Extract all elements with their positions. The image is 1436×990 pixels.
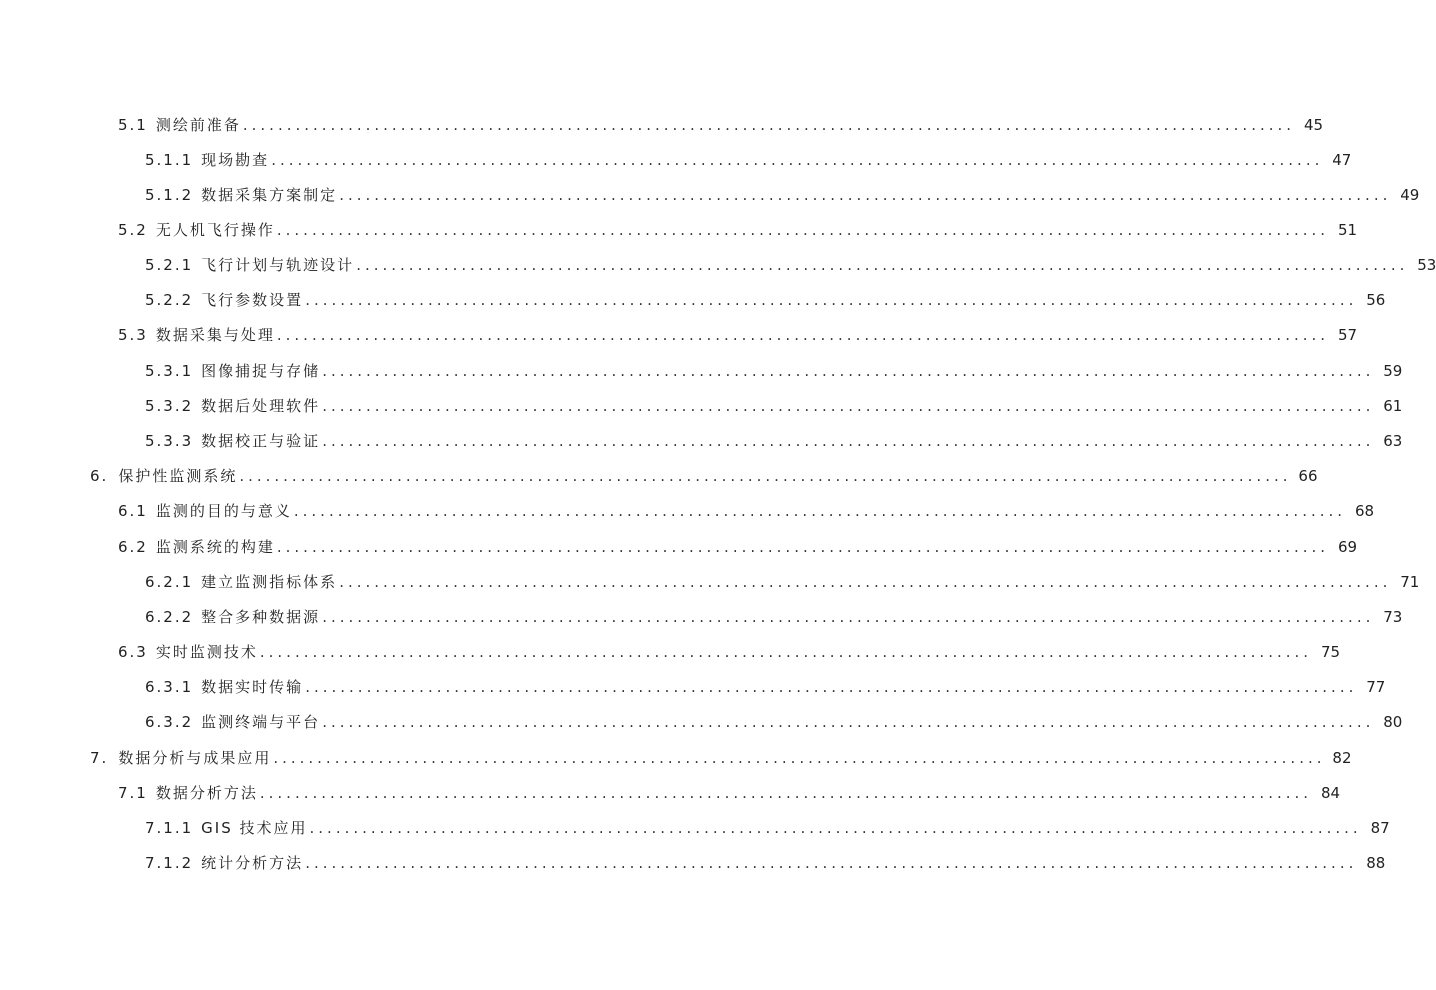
- toc-dot-leader: ........................................................................................................................: [239, 467, 1292, 485]
- toc-entry-number: 6.: [90, 467, 109, 485]
- toc-dot-leader: ........................................................................................................................: [339, 186, 1392, 204]
- toc-entry-number: 7.1.2: [145, 854, 194, 872]
- toc-entry[interactable]: [0, 816, 1390, 840]
- toc-dot-leader: ........................................................................................................................: [322, 397, 1375, 415]
- toc-entry-number: 5.2.1: [145, 256, 194, 274]
- toc-dot-leader: ........................................................................................................................: [322, 432, 1375, 450]
- toc-entry-title: 数据校正与验证: [201, 432, 321, 450]
- toc-entry-page: 49: [1400, 186, 1420, 204]
- toc-entry-page: 57: [1337, 326, 1358, 344]
- toc-entry-title: 数据采集与处理: [155, 326, 275, 344]
- toc-entry-title: 数据采集方案制定: [201, 186, 338, 204]
- toc-entry-title: 数据分析方法: [155, 784, 258, 802]
- toc-entry-title: 建立监测指标体系: [201, 573, 338, 591]
- toc-entry-number: 6.1: [118, 502, 148, 520]
- toc-entry-number: 5.3.3: [145, 432, 194, 450]
- toc-entry[interactable]: [0, 675, 1386, 699]
- toc-entry[interactable]: [0, 394, 1403, 418]
- toc-entry[interactable]: [0, 851, 1386, 875]
- toc-entry-number: 5.1.2: [145, 186, 194, 204]
- toc-entry-title: 监测的目的与意义: [155, 502, 292, 520]
- toc-entry-page: 56: [1366, 291, 1386, 309]
- toc-entry-number: 6.3.2: [145, 713, 194, 731]
- toc-entry-number: 5.1.1: [145, 151, 194, 169]
- toc-entry-page: 73: [1383, 608, 1403, 626]
- toc-entry-page: 59: [1383, 362, 1403, 380]
- toc-entry-number: 5.2.2: [145, 291, 194, 309]
- toc-dot-leader: ........................................................................................................................: [259, 784, 1313, 802]
- toc-dot-leader: ........................................................................................................................: [273, 749, 1326, 767]
- toc-entry-title: 无人机飞行操作: [155, 221, 275, 239]
- toc-entry[interactable]: [0, 710, 1403, 734]
- toc-entry[interactable]: [0, 429, 1403, 453]
- toc-entry-title: 飞行计划与轨迹设计: [201, 256, 355, 274]
- toc-entry[interactable]: [0, 535, 1358, 559]
- toc-entry-page: 61: [1383, 397, 1403, 415]
- toc-entry-number: 6.2: [118, 538, 148, 556]
- toc-dot-leader: ........................................................................................................................: [305, 291, 1358, 309]
- toc-entry[interactable]: [0, 746, 1352, 770]
- toc-dot-leader: ........................................................................................................................: [322, 713, 1375, 731]
- toc-entry-page: 45: [1303, 116, 1324, 134]
- toc-entry-page: 88: [1366, 854, 1386, 872]
- toc-entry-title: 现场勘查: [201, 151, 270, 169]
- toc-entry[interactable]: [0, 113, 1324, 137]
- toc-entry[interactable]: [0, 605, 1403, 629]
- toc-entry-number: 6.2.1: [145, 573, 194, 591]
- toc-dot-leader: ........................................................................................................................: [293, 502, 1347, 520]
- toc-entry-page: 53: [1417, 256, 1436, 274]
- toc-dot-leader: ........................................................................................................................: [305, 678, 1358, 696]
- toc-dot-leader: ........................................................................................................................: [309, 819, 1362, 837]
- toc-entry[interactable]: [0, 148, 1352, 172]
- toc-entry-number: 5.3.2: [145, 397, 194, 415]
- toc-dot-leader: ........................................................................................................................: [271, 151, 1324, 169]
- toc-entry-number: 5.1: [118, 116, 148, 134]
- toc-entry-number: 5.3.1: [145, 362, 194, 380]
- toc-entry-page: 87: [1370, 819, 1390, 837]
- toc-entry-page: 47: [1332, 151, 1352, 169]
- toc-entry-page: 71: [1400, 573, 1420, 591]
- toc-entry[interactable]: [0, 781, 1341, 805]
- toc-dot-leader: ........................................................................................................................: [322, 362, 1375, 380]
- toc-entry-title: 整合多种数据源: [201, 608, 321, 626]
- toc-dot-leader: ........................................................................................................................: [276, 326, 1330, 344]
- toc-entry-page: 68: [1354, 502, 1375, 520]
- toc-entry-number: 7.: [90, 749, 109, 767]
- toc-entry-number: 6.3.1: [145, 678, 194, 696]
- toc-entry-title: 数据后处理软件: [201, 397, 321, 415]
- toc-entry[interactable]: [0, 183, 1420, 207]
- toc-entry-number: 6.2.2: [145, 608, 194, 626]
- toc-entry-title: 测绘前准备: [155, 116, 241, 134]
- toc-entry-page: 77: [1366, 678, 1386, 696]
- toc-dot-leader: ........................................................................................................................: [305, 854, 1358, 872]
- toc-entry-page: 84: [1320, 784, 1341, 802]
- toc-entry-page: 82: [1332, 749, 1352, 767]
- toc-entry-title: 监测系统的构建: [155, 538, 275, 556]
- toc-dot-leader: ........................................................................................................................: [339, 573, 1392, 591]
- toc-entry-title: 图像捕捉与存储: [201, 362, 321, 380]
- toc-entry[interactable]: [0, 464, 1318, 488]
- toc-entry-title: 数据分析与成果应用: [118, 749, 272, 767]
- toc-entry[interactable]: [0, 499, 1375, 523]
- toc-entry[interactable]: [0, 323, 1358, 347]
- toc-entry-page: 69: [1337, 538, 1358, 556]
- toc-entry-title: 监测终端与平台: [201, 713, 321, 731]
- toc-entry-number: 7.1: [118, 784, 148, 802]
- toc-dot-leader: ........................................................................................................................: [259, 643, 1313, 661]
- toc-entry-number: 7.1.1: [145, 819, 194, 837]
- toc-entry-title: 保护性监测系统: [118, 467, 238, 485]
- toc-entry[interactable]: [0, 288, 1386, 312]
- toc-entry-number: 6.3: [118, 643, 148, 661]
- toc-entry[interactable]: [0, 253, 1436, 277]
- toc-dot-leader: ........................................................................................................................: [322, 608, 1375, 626]
- toc-dot-leader: ........................................................................................................................: [242, 116, 1296, 134]
- toc-entry[interactable]: [0, 640, 1341, 664]
- toc-entry[interactable]: [0, 570, 1420, 594]
- toc-entry-title: 数据实时传输: [201, 678, 304, 696]
- toc-entry-page: 66: [1298, 467, 1318, 485]
- toc-entry[interactable]: [0, 359, 1403, 383]
- toc-entry-number: 5.2: [118, 221, 148, 239]
- toc-entry-number: 5.3: [118, 326, 148, 344]
- toc-entry-page: 63: [1383, 432, 1403, 450]
- toc-dot-leader: ........................................................................................................................: [276, 221, 1330, 239]
- toc-entry-page: 75: [1320, 643, 1341, 661]
- toc-entry-page: 80: [1383, 713, 1403, 731]
- toc-dot-leader: ........................................................................................................................: [276, 538, 1330, 556]
- toc-entry-title: 实时监测技术: [155, 643, 258, 661]
- toc-entry-title: GIS 技术应用: [201, 819, 308, 837]
- toc-entry-page: 51: [1337, 221, 1358, 239]
- toc-entry-title: 飞行参数设置: [201, 291, 304, 309]
- toc-entry[interactable]: [0, 218, 1358, 242]
- toc-dot-leader: ........................................................................................................................: [356, 256, 1409, 274]
- toc-entry-title: 统计分析方法: [201, 854, 304, 872]
